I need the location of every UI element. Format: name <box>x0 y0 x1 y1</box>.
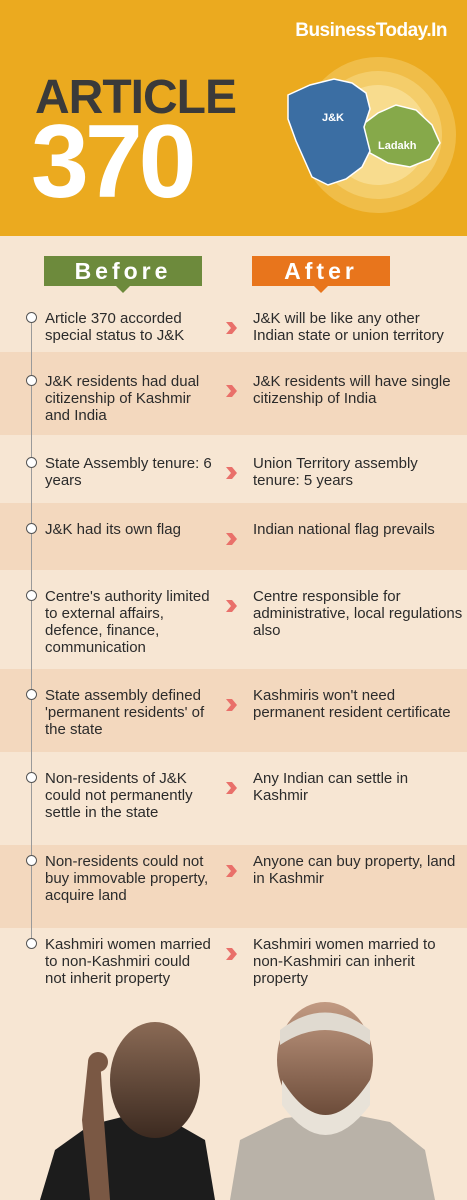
title-line-1: ARTICLE <box>35 71 236 124</box>
chevron-right-icon <box>225 782 238 794</box>
politicians-photo <box>20 1000 440 1200</box>
chevron-right-icon <box>225 322 238 334</box>
after-text: Kashmiri women married to non-Kashmiri can inherit property <box>253 936 436 987</box>
circle-bullet-icon <box>26 312 37 323</box>
chevron-right-icon <box>225 948 238 960</box>
chevron-right-icon <box>225 699 238 711</box>
jk-region <box>288 79 370 185</box>
circle-bullet-icon <box>26 772 37 783</box>
chevron-right-icon <box>225 385 238 397</box>
before-text: J&K had its own flag <box>45 521 181 538</box>
after-text: Anyone can buy property, land in Kashmir <box>253 853 456 887</box>
after-heading: After <box>252 256 390 286</box>
circle-bullet-icon <box>26 375 37 386</box>
after-text: J&K will be like any other Indian state or union territory <box>253 310 444 344</box>
circle-bullet-icon <box>26 457 37 468</box>
circle-bullet-icon <box>26 855 37 866</box>
chevron-right-icon <box>225 600 238 612</box>
circle-bullet-icon <box>26 523 37 534</box>
before-text: State assembly defined 'permanent residents' of the state <box>45 687 205 738</box>
circle-bullet-icon <box>26 689 37 700</box>
before-text: Centre's authority limited to external affairs, defence, finance, communication <box>45 588 210 656</box>
after-text: Union Territory assembly tenure: 5 years <box>253 455 418 489</box>
before-text: Non-residents of J&K could not permanently settle in the state <box>45 770 193 821</box>
before-text: State Assembly tenure: 6 years <box>45 455 212 489</box>
map-label-jk: J&K <box>322 112 345 124</box>
chevron-right-icon <box>225 533 238 545</box>
before-text: J&K residents had dual citizenship of Kashmir and India <box>45 373 200 424</box>
timeline-line <box>31 318 32 944</box>
before-heading: Before <box>44 256 202 286</box>
after-text: Kashmiris won't need permanent resident certificate <box>253 687 451 721</box>
jk-ladakh-map <box>270 55 466 215</box>
circle-bullet-icon <box>26 590 37 601</box>
brand-logo: BusinessToday.In <box>295 20 447 41</box>
before-text: Article 370 accorded special status to J&K <box>45 310 185 344</box>
before-text: Non-residents could not buy immovable property, acquire land <box>45 853 209 904</box>
after-text: Any Indian can settle in Kashmir <box>253 770 409 804</box>
map-label-ladakh: Ladakh <box>378 140 417 152</box>
circle-bullet-icon <box>26 938 37 949</box>
title-line-2: 370 <box>31 104 193 220</box>
chevron-right-icon <box>225 865 238 877</box>
after-text: Centre responsible for administrative, local regulations also <box>253 588 463 639</box>
header-banner <box>0 0 467 236</box>
after-text: Indian national flag prevails <box>253 521 435 538</box>
chevron-right-icon <box>225 467 238 479</box>
before-text: Kashmiri women married to non-Kashmiri could not inherit property <box>45 936 211 987</box>
after-text: J&K residents will have single citizenship of India <box>253 373 451 407</box>
